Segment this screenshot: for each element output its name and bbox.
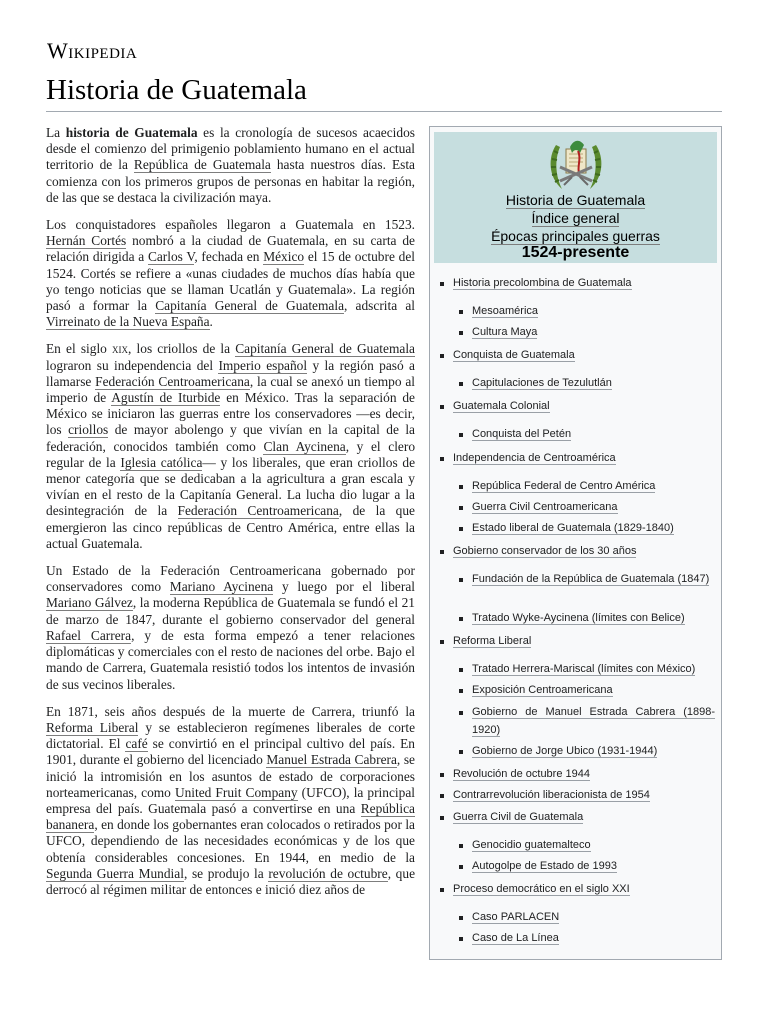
link-virreinato[interactable]: Virreinato de la Nueva España <box>46 314 210 330</box>
link-carlos-v[interactable]: Carlos V <box>147 249 195 265</box>
paragraph-republica: Un Estado de la Federación Centroamericana gobernado por conservadores como Mariano Aycinena y luego por el liberal Mariano Gálvez, la moderna República de Guatemala se fundó el 21 de marzo de 1847, durante el gobierno conservador del general Rafael Carrera, y de esta forma empezó a tener relaciones diplomáticas y comerciales con el resto de naciones del orbe. Bajo el mando de Carrera, Guatemala resistió todos los intentos de invasión de sus vecinos liberales. <box>46 563 415 692</box>
toc-item-independencia[interactable]: Independencia de Centroamérica <box>453 449 715 467</box>
link-capitania-general-2[interactable]: Capitanía General de Guatemala <box>235 341 415 357</box>
paragraph-intro: La historia de Guatemala es la cronología de sucesos acaecidos desde el comienzo del primigenio poblamiento humano en el actual territorio de la República de Guatemala hasta nuestros días. Esta comienza con los primeros grupos de personas en habitar la región, de las que se destaca la civilización maya. <box>46 125 415 205</box>
link-cafe[interactable]: café <box>125 736 148 752</box>
link-united-fruit-company[interactable]: United Fruit Company <box>174 784 298 800</box>
title-divider <box>46 111 722 112</box>
toc-item-proceso-democratico[interactable]: Proceso democrático en el siglo XXI <box>453 880 715 898</box>
link-reforma-liberal[interactable]: Reforma Liberal <box>46 719 139 735</box>
infobox-date-range: 1524-presente <box>521 244 630 261</box>
toc-item-revolucion-1944[interactable]: Revolución de octubre 1944 <box>453 765 715 783</box>
toc-item-contrarrevolucion[interactable]: Contrarrevolución liberacionista de 1954 <box>453 786 715 804</box>
toc-item-guerra-civil-ca[interactable]: Guerra Civil Centroamericana <box>472 498 715 516</box>
link-rafael-carrera[interactable]: Rafael Carrera <box>46 627 132 643</box>
infobox-index-link[interactable]: Índice general <box>531 210 620 226</box>
link-iglesia-catolica[interactable]: Iglesia católica <box>120 454 203 470</box>
link-imperio-espanol[interactable]: Imperio español <box>218 357 308 373</box>
paragraph-independencia: En el siglo xix, los criollos de la Capitanía General de Guatemala lograron su independencia del Imperio español y la región pasó a llamarse Federación Centroamericana, la cual se anexó un tiempo al imperio de Agustín de Iturbide en México. Tras la separación de México se iniciaron las guerras entre los conservadores —es decir, los criollos de mayor abolengo y que vivían en la capital de la federación, conocidos también como Clan Aycinena, y el clero regular de la Iglesia católica— y los liberales, que eran criollos de menor categoría que se dedicaban a la agricultura a gran escala y vivían en el resto de la Capitanía General. La lucha dio lugar a la desintegración de la Federación Centroamericana, de la que emergieron las cinco repúblicas de Centro América, entre ellas la actual Guatemala. <box>46 341 416 551</box>
toc-item-estrada-cabrera[interactable]: Gobierno de Manuel Estrada Cabrera (1898-1920) <box>472 703 715 739</box>
toc-item-tratado-herrera[interactable]: Tratado Herrera-Mariscal (límites con México) <box>472 660 715 678</box>
paragraph-reforma: En 1871, seis años después de la muerte de Carrera, triunfó la Reforma Liberal y se establecieron regímenes liberales de corte dictatorial. El café se convirtió en el principal cultivo del país. En 1901, durante el gobierno del licenciado Manuel Estrada Cabrera, se inició la intromisión en los asuntos de estado de corporaciones norteamericanas, como United Fruit Company (UFCO), la principal empresa del país. Guatemala pasó a convertirse en una República bananera, en donde los gobernantes eran colocados o retirados por la UFCO, dependiendo de las necesidades económicas y de los que obtenía considerables concesiones. En 1944, en medio de la Segunda Guerra Mundial, se produjo la revolución de octubre, que derrocó al régimen militar de entonces e inició diez años de <box>46 703 416 897</box>
toc-item-exposicion[interactable]: Exposición Centroamericana <box>472 681 715 699</box>
toc-item-colonial[interactable]: Guatemala Colonial <box>453 397 715 415</box>
toc-item-tratado-wyke[interactable]: Tratado Wyke-Aycinena (límites con Belice) <box>472 609 715 627</box>
infobox-title[interactable]: Historia de Guatemala <box>505 192 646 208</box>
link-mariano-galvez[interactable]: Mariano Gálvez <box>46 595 133 611</box>
link-republica-bananera[interactable]: República bananera <box>46 800 415 833</box>
toc-item-autogolpe[interactable]: Autogolpe de Estado de 1993 <box>472 857 715 875</box>
toc-item-caso-parlacen[interactable]: Caso PARLACEN <box>472 908 715 926</box>
link-mariano-aycinena[interactable]: Mariano Aycinena <box>169 579 274 595</box>
toc-item-guerra-civil-gt[interactable]: Guerra Civil de Guatemala <box>453 808 715 826</box>
wikipedia-wordmark[interactable]: Wikipedia <box>47 38 138 63</box>
toc-item-capitulaciones[interactable]: Capitulaciones de Tezulutlán <box>472 374 715 392</box>
toc-item-republica-federal[interactable]: República Federal de Centro América <box>472 477 715 495</box>
infobox-header <box>434 132 717 263</box>
toc-item-genocidio[interactable]: Genocidio guatemalteco <box>472 836 715 854</box>
toc-item-conquista-peten[interactable]: Conquista del Petén <box>472 425 715 443</box>
toc-item-jorge-ubico[interactable]: Gobierno de Jorge Ubico (1931-1944) <box>472 742 715 760</box>
link-federacion-centroamericana-2[interactable]: Federación Centroamericana <box>177 503 339 519</box>
link-capitania-general[interactable]: Capitanía General de Guatemala <box>155 298 345 314</box>
toc-item-caso-la-linea[interactable]: Caso de La Línea <box>472 929 715 947</box>
toc-item-reforma-liberal[interactable]: Reforma Liberal <box>453 632 715 650</box>
link-hernan-cortes[interactable]: Hernán Cortés <box>46 233 127 249</box>
article-body <box>46 125 415 909</box>
link-revolucion-octubre[interactable]: revolución de octubre <box>268 865 388 881</box>
toc-item-mesoamerica[interactable]: Mesoamérica <box>472 302 715 320</box>
paragraph-conquista: Los conquistadores españoles llegaron a Guatemala en 1523. Hernán Cortés nombró a la ciudad de Guatemala, en su carta de relación dirigida a Carlos V, fechada en México el 15 de octubre del 1524. Cortés se refiere a «unas ciudades de muchos días había que yo tengo noticias que se llaman Ucatlán y Guatemala». La región pasó a formar la Capitanía General de Guatemala, adscrita al Virreinato de la Nueva España. <box>46 217 415 330</box>
toc-item-conquista[interactable]: Conquista de Guatemala <box>453 346 715 364</box>
toc-item-gobierno-conservador[interactable]: Gobierno conservador de los 30 años <box>453 542 715 560</box>
link-segunda-guerra-mundial[interactable]: Segunda Guerra Mundial <box>46 865 184 881</box>
link-mexico[interactable]: México <box>263 249 305 265</box>
link-republica-guatemala[interactable]: República de Guatemala <box>133 157 271 173</box>
infobox-periods-link[interactable]: Épocas principales guerras <box>491 228 660 244</box>
coat-of-arms-icon <box>546 137 606 195</box>
toc-item-historia-precolombina[interactable]: Historia precolombina de Guatemala <box>453 274 715 292</box>
toc-item-estado-liberal[interactable]: Estado liberal de Guatemala (1829-1840) <box>472 519 715 537</box>
link-federacion-centroamericana[interactable]: Federación Centroamericana <box>95 373 250 389</box>
navigation-infobox <box>429 126 722 960</box>
link-clan-aycinena[interactable]: Clan Aycinena <box>263 438 346 454</box>
link-criollos[interactable]: criollos <box>68 422 109 438</box>
toc-item-cultura-maya[interactable]: Cultura Maya <box>472 323 715 341</box>
toc-item-fundacion-republica[interactable]: Fundación de la República de Guatemala (1847) <box>472 570 715 588</box>
link-agustin-iturbide[interactable]: Agustín de Iturbide <box>111 390 221 406</box>
page-title: Historia de Guatemala <box>46 74 307 106</box>
link-manuel-estrada-cabrera[interactable]: Manuel Estrada Cabrera <box>266 752 397 768</box>
